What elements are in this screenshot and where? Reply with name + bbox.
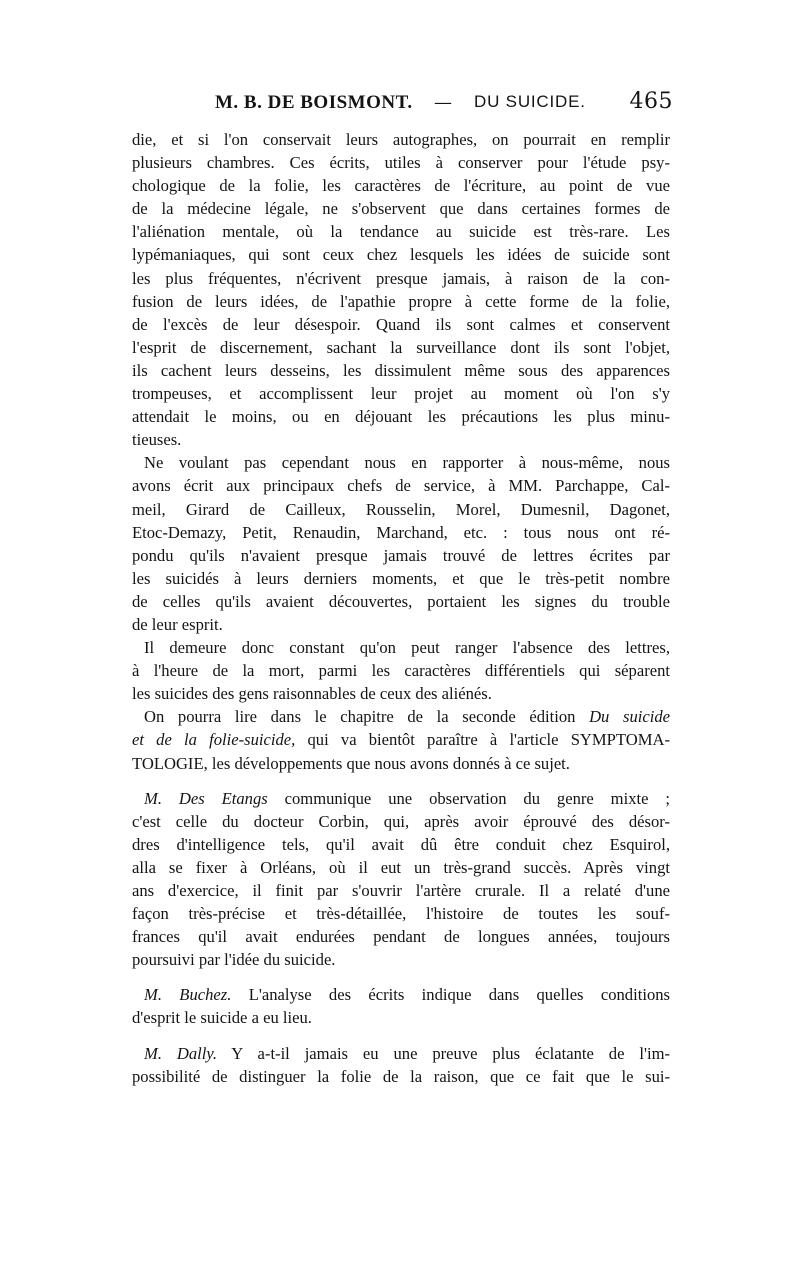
- text-line: chologique de la folie, les caractères de l'écriture, au point de vue: [132, 176, 670, 196]
- text-segment: On pourra lire dans le chapitre de la seconde édition: [144, 707, 576, 727]
- text-line: plusieurs chambres. Ces écrits, utiles à conserver pour l'étude psy-: [132, 153, 670, 173]
- text-line: frances qu'il avait endurées pendant de longues années, toujours: [132, 927, 670, 947]
- italic-title: Du suicide: [589, 707, 670, 727]
- text-segment: communique une observation du genre mixte ;: [284, 788, 670, 808]
- header-author: M. B. DE BOISMONT.: [215, 92, 413, 113]
- text-line: [132, 705, 670, 728]
- text-line: de la médecine légale, ne s'observent que dans certaines formes de: [132, 199, 670, 219]
- text-line: dres d'intelligence tels, qu'il avait dû être conduit chez Esquirol,: [132, 834, 670, 854]
- text-line: tieuses.: [132, 430, 182, 450]
- text-line: ans d'exercice, il finit par s'ouvrir l'artère crurale. Il a relaté d'une: [132, 881, 670, 900]
- text-segment: L'analyse des écrits indique dans quelles conditions: [248, 985, 670, 1005]
- text-line: attendait le moins, ou en déjouant les précautions les plus minu-: [132, 407, 670, 427]
- text-line: alla se fixer à Orléans, où il eut un très-grand succès. Après vingt: [132, 857, 670, 877]
- speaker-name: M. Buchez.: [144, 985, 232, 1005]
- running-header: [215, 88, 673, 118]
- text-line: avons écrit aux principaux chefs de service, à MM. Parchappe, Cal-: [132, 476, 670, 496]
- text-line: [132, 1042, 670, 1065]
- header-separator: —: [434, 92, 453, 113]
- text-line: lypémaniaques, qui sont ceux chez lesquels les idées de suicide sont: [132, 245, 670, 265]
- text-line: Il demeure donc constant qu'on peut ranger l'absence des lettres,: [144, 638, 670, 658]
- text-line: d'esprit le suicide a eu lieu.: [132, 1008, 312, 1028]
- header-title: DU SUICIDE.: [474, 92, 586, 111]
- text-line: les suicidés à leurs derniers moments, et que le très-petit nombre: [132, 568, 670, 588]
- italic-title: et de la folie-suicide,: [132, 730, 296, 750]
- page-body: [132, 128, 670, 1088]
- text-line: [132, 983, 670, 1006]
- text-line: trompeuses, et accomplissent leur projet au moment où l'on s'y: [132, 384, 670, 404]
- text-line: l'aliénation mentale, où la tendance au suicide est très-rare. Les: [132, 222, 670, 242]
- text-segment: Y a-t-il jamais eu une preuve plus éclatante de l'im-: [231, 1043, 670, 1063]
- text-segment: qui va bientôt paraître à l'article SYMPTOMA-: [307, 730, 670, 750]
- text-line: de leur esprit.: [132, 614, 223, 634]
- text-line: poursuivi par l'idée du suicide.: [132, 950, 336, 970]
- text-line: Etoc-Demazy, Petit, Renaudin, Marchand, etc. : tous nous ont ré-: [132, 522, 670, 542]
- text-line: TOLOGIE, les développements que nous avons donnés à ce sujet.: [132, 753, 570, 773]
- text-line: [132, 787, 670, 810]
- text-line: possibilité de distinguer la folie de la raison, que ce fait que le sui-: [132, 1066, 670, 1086]
- text-line: de celles qu'ils avaient découvertes, portaient les signes du trouble: [132, 591, 670, 611]
- speaker-name: M. Dally.: [144, 1043, 217, 1063]
- text-line: l'esprit de discernement, sachant la surveillance dont ils sont l'objet,: [132, 337, 670, 357]
- text-line: Ne voulant pas cependant nous en rapporter à nous-même, nous: [144, 453, 670, 473]
- text-line: c'est celle du docteur Corbin, qui, après avoir éprouvé des désor-: [132, 811, 670, 831]
- text-line: [132, 728, 670, 751]
- text-line: pondu qu'ils n'avaient presque jamais trouvé de lettres écrites par: [132, 545, 670, 565]
- text-line: meil, Girard de Cailleux, Rousselin, Morel, Dumesnil, Dagonet,: [132, 499, 670, 519]
- text-line: fusion de leurs idées, de l'apathie propre à cette forme de la folie,: [132, 291, 670, 311]
- page-number: 465: [629, 89, 673, 114]
- speaker-name: M. Des Etangs: [144, 788, 268, 808]
- text-line: les plus fréquentes, n'écrivent presque jamais, à raison de la con-: [132, 268, 670, 288]
- text-line: de l'excès de leur désespoir. Quand ils sont calmes et conservent: [132, 314, 670, 334]
- text-line: ils cachent leurs desseins, les dissimulent même sous des apparences: [132, 360, 670, 380]
- text-line: les suicides des gens raisonnables de ceux des aliénés.: [132, 684, 492, 704]
- text-line: à l'heure de la mort, parmi les caractères différentiels qui séparent: [132, 661, 670, 681]
- text-line: die, et si l'on conservait leurs autographes, on pourrait en remplir: [132, 130, 670, 149]
- text-line: façon très-précise et très-détaillée, l'histoire de toutes les souf-: [132, 904, 670, 924]
